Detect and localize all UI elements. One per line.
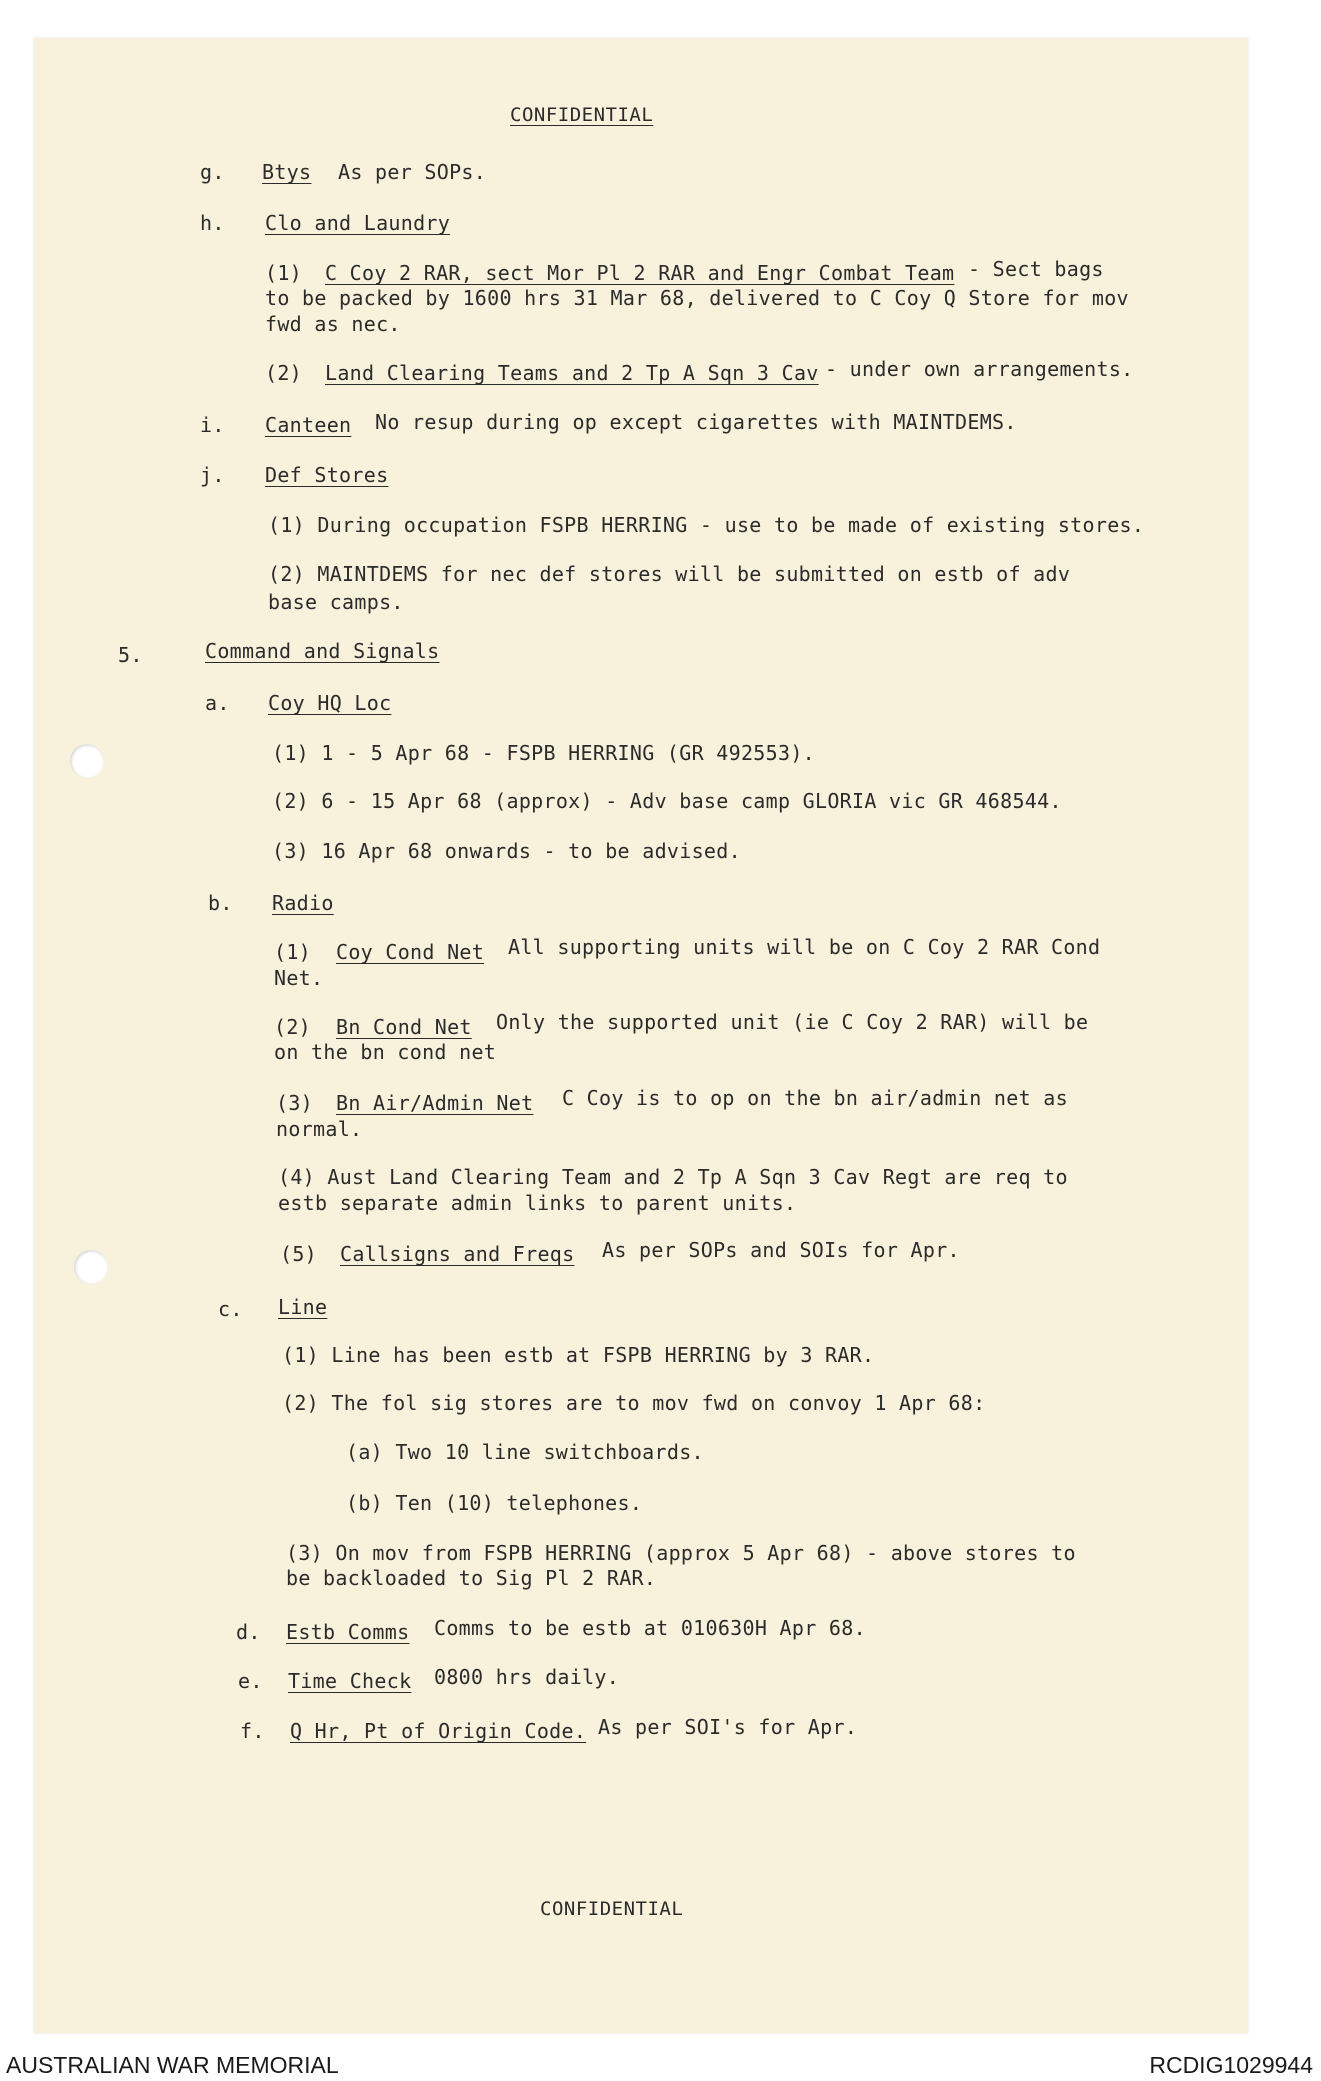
item-text: No resup during op except cigarettes with MAINTDEMS. xyxy=(375,410,1017,434)
sub-item-heading: C Coy 2 RAR, sect Mor Pl 2 RAR and Engr Combat Team xyxy=(325,261,955,285)
footer-classification: CONFIDENTIAL xyxy=(540,1898,684,1920)
sub-item-number: (1) xyxy=(265,261,303,285)
item-text: As per SOPs. xyxy=(338,160,487,184)
item-heading: Btys xyxy=(262,160,312,184)
sub-item-text: (2) The fol sig stores are to mov fwd on convoy 1 Apr 68: xyxy=(282,1391,986,1415)
sub-item-number: (1) xyxy=(274,940,312,964)
sub-item-text: - Sect bags xyxy=(968,257,1104,281)
sub-item-text: (2) 6 - 15 Apr 68 (approx) - Adv base camp GLORIA vic GR 468544. xyxy=(272,789,1062,813)
item-text: 0800 hrs daily. xyxy=(434,1665,620,1689)
sub-item-text: C Coy is to op on the bn air/admin net as xyxy=(562,1086,1068,1110)
item-heading: Estb Comms xyxy=(286,1620,410,1644)
item-label: c. xyxy=(218,1297,243,1321)
item-heading: Q Hr, Pt of Origin Code. xyxy=(290,1719,587,1743)
item-label: j. xyxy=(200,463,225,487)
item-heading: Radio xyxy=(272,891,334,915)
item-label: e. xyxy=(238,1669,263,1693)
sub-item-text: All supporting units will be on C Coy 2 RAR Cond xyxy=(508,935,1101,959)
sub-item-text: to be packed by 1600 hrs 31 Mar 68, delivered to C Coy Q Store for mov xyxy=(265,286,1129,310)
punch-hole xyxy=(74,1250,108,1284)
item-label: a. xyxy=(205,691,230,715)
sub-item-text: (4) Aust Land Clearing Team and 2 Tp A Sqn 3 Cav Regt are req to xyxy=(278,1165,1068,1189)
sub-item-heading: Bn Cond Net xyxy=(336,1015,472,1039)
sub-item-text: (1) Line has been estb at FSPB HERRING by 3 RAR. xyxy=(282,1343,875,1367)
sub-item-heading: Coy Cond Net xyxy=(336,940,485,964)
sub-item-heading: Callsigns and Freqs xyxy=(340,1242,575,1266)
archive-credit: AUSTRALIAN WAR MEMORIAL xyxy=(6,2052,339,2078)
item-text: Comms to be estb at 010630H Apr 68. xyxy=(434,1616,866,1640)
item-label: h. xyxy=(200,211,225,235)
sub-item-number: (2) xyxy=(274,1015,312,1039)
sub-item-text: (1) During occupation FSPB HERRING - use to be made of existing stores. xyxy=(268,513,1145,537)
sub-item-text: (b) Ten (10) telephones. xyxy=(346,1491,643,1515)
sub-item-text: normal. xyxy=(276,1117,363,1141)
sub-item-text: As per SOPs and SOIs for Apr. xyxy=(602,1238,960,1262)
sub-item-text: estb separate admin links to parent units. xyxy=(278,1191,797,1215)
item-heading: Time Check xyxy=(288,1669,412,1693)
item-heading: Def Stores xyxy=(265,463,389,487)
item-label: g. xyxy=(200,160,225,184)
sub-item-text: (2) MAINTDEMS for nec def stores will be submitted on estb of adv xyxy=(268,562,1071,586)
sub-item-number: (3) xyxy=(276,1091,314,1115)
item-label: i. xyxy=(200,413,225,437)
sub-item-heading: Bn Air/Admin Net xyxy=(336,1091,534,1115)
item-heading: Clo and Laundry xyxy=(265,211,451,235)
item-heading: Canteen xyxy=(265,413,352,437)
sub-item-text: on the bn cond net xyxy=(274,1040,497,1064)
section-heading: Command and Signals xyxy=(205,639,440,663)
sub-item-text: Net. xyxy=(274,966,324,990)
sub-item-heading: Land Clearing Teams and 2 Tp A Sqn 3 Cav xyxy=(325,361,819,385)
item-label: f. xyxy=(240,1719,265,1743)
item-heading: Line xyxy=(278,1295,328,1319)
item-heading: Coy HQ Loc xyxy=(268,691,392,715)
header-classification: CONFIDENTIAL xyxy=(510,104,654,126)
sub-item-text: fwd as nec. xyxy=(265,312,401,336)
sub-item-text: (3) On mov from FSPB HERRING (approx 5 Apr 68) - above stores to xyxy=(286,1541,1076,1565)
item-text: As per SOI's for Apr. xyxy=(598,1715,858,1739)
sub-item-text: (1) 1 - 5 Apr 68 - FSPB HERRING (GR 492553). xyxy=(272,741,816,765)
item-label: b. xyxy=(208,891,233,915)
sub-item-text: Only the supported unit (ie C Coy 2 RAR) will be xyxy=(496,1010,1089,1034)
item-label: d. xyxy=(236,1620,261,1644)
sub-item-text: - under own arrangements. xyxy=(825,357,1134,381)
sub-item-text: (a) Two 10 line switchboards. xyxy=(346,1440,704,1464)
punch-hole xyxy=(70,744,104,778)
archive-reference: RCDIG1029944 xyxy=(1149,2052,1313,2078)
section-number: 5. xyxy=(118,643,143,667)
sub-item-text: be backloaded to Sig Pl 2 RAR. xyxy=(286,1566,657,1590)
sub-item-number: (2) xyxy=(265,361,303,385)
sub-item-text: base camps. xyxy=(268,590,404,614)
sub-item-text: (3) 16 Apr 68 onwards - to be advised. xyxy=(272,839,741,863)
sub-item-number: (5) xyxy=(280,1242,318,1266)
